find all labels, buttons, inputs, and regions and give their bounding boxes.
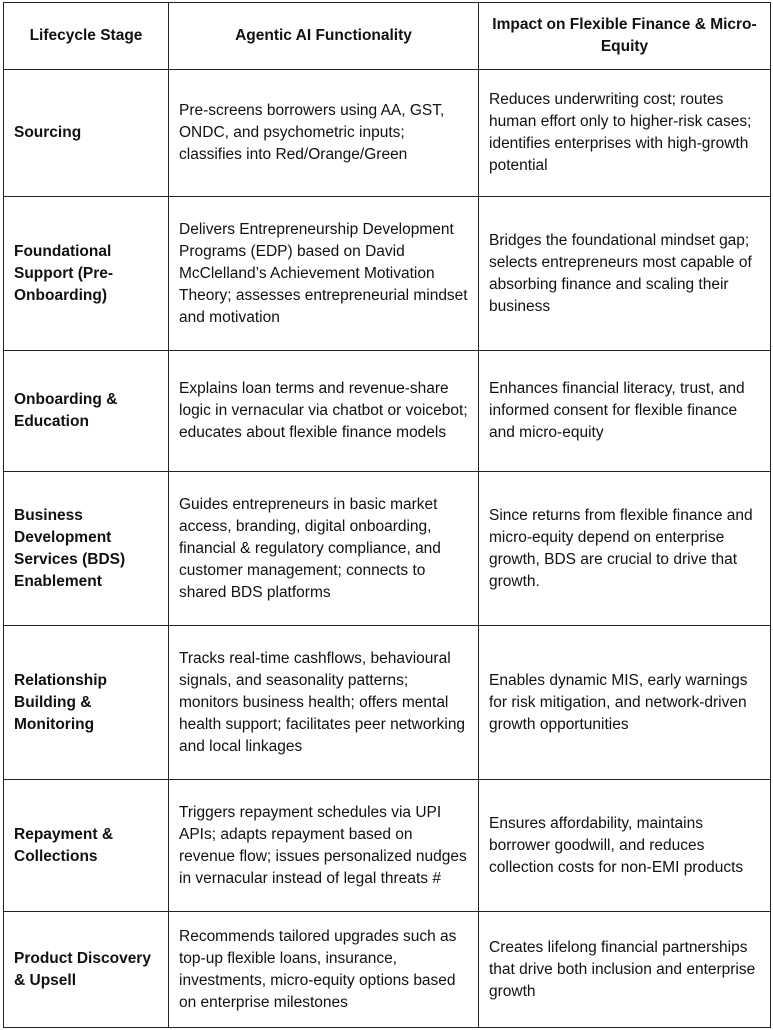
- impact-cell: Enables dynamic MIS, early warnings for risk mitigation, and network-driven growth opportunities: [479, 626, 771, 780]
- lifecycle-table: [3, 2, 771, 1028]
- functionality-cell: Recommends tailored upgrades such as top-up flexible loans, insurance, investments, micro-equity options based on enterprise milestones: [169, 912, 479, 1028]
- header-agentic-ai-functionality: Agentic AI Functionality: [169, 3, 479, 70]
- functionality-cell: Tracks real-time cashflows, behavioural signals, and seasonality patterns; monitors business health; offers mental health support; facilitates peer networking and local linkages: [169, 626, 479, 780]
- functionality-cell: Delivers Entrepreneurship Development Programs (EDP) based on David McClelland’s Achievement Motivation Theory; assesses entrepreneurial mindset and motivation: [169, 197, 479, 351]
- header-lifecycle-stage: Lifecycle Stage: [4, 3, 169, 70]
- table-row: [4, 912, 771, 1028]
- impact-cell: Enhances financial literacy, trust, and informed consent for flexible finance and micro-equity: [479, 351, 771, 472]
- stage-cell: Foundational Support (Pre-Onboarding): [4, 197, 169, 351]
- impact-cell: Creates lifelong financial partnerships that drive both inclusion and enterprise growth: [479, 912, 771, 1028]
- stage-cell: Onboarding & Education: [4, 351, 169, 472]
- functionality-cell: Triggers repayment schedules via UPI APIs; adapts repayment based on revenue flow; issues personalized nudges in vernacular instead of legal threats #: [169, 780, 479, 912]
- impact-cell: Since returns from flexible finance and micro-equity depend on enterprise growth, BDS are crucial to drive that growth.: [479, 472, 771, 626]
- table-row: [4, 780, 771, 912]
- stage-cell: Repayment & Collections: [4, 780, 169, 912]
- impact-cell: Bridges the foundational mindset gap; selects entrepreneurs most capable of absorbing finance and scaling their business: [479, 197, 771, 351]
- table-row: [4, 197, 771, 351]
- stage-cell: Relationship Building & Monitoring: [4, 626, 169, 780]
- functionality-cell: Explains loan terms and revenue-share logic in vernacular via chatbot or voicebot; educates about flexible finance models: [169, 351, 479, 472]
- stage-cell: Sourcing: [4, 70, 169, 197]
- impact-cell: Ensures affordability, maintains borrower goodwill, and reduces collection costs for non-EMI products: [479, 780, 771, 912]
- table-row: [4, 351, 771, 472]
- lifecycle-table-container: [3, 2, 770, 1028]
- functionality-cell: Pre-screens borrowers using AA, GST, ONDC, and psychometric inputs; classifies into Red/Orange/Green: [169, 70, 479, 197]
- stage-cell: Business Development Services (BDS) Enablement: [4, 472, 169, 626]
- table-row: [4, 70, 771, 197]
- header-impact: Impact on Flexible Finance & Micro-Equity: [479, 3, 771, 70]
- impact-cell: Reduces underwriting cost; routes human effort only to higher-risk cases; identifies enterprises with high-growth potential: [479, 70, 771, 197]
- stage-cell: Product Discovery & Upsell: [4, 912, 169, 1028]
- functionality-cell: Guides entrepreneurs in basic market access, branding, digital onboarding, financial & regulatory compliance, and customer management; connects to shared BDS platforms: [169, 472, 479, 626]
- table-row: [4, 472, 771, 626]
- table-header-row: [4, 3, 771, 70]
- table-row: [4, 626, 771, 780]
